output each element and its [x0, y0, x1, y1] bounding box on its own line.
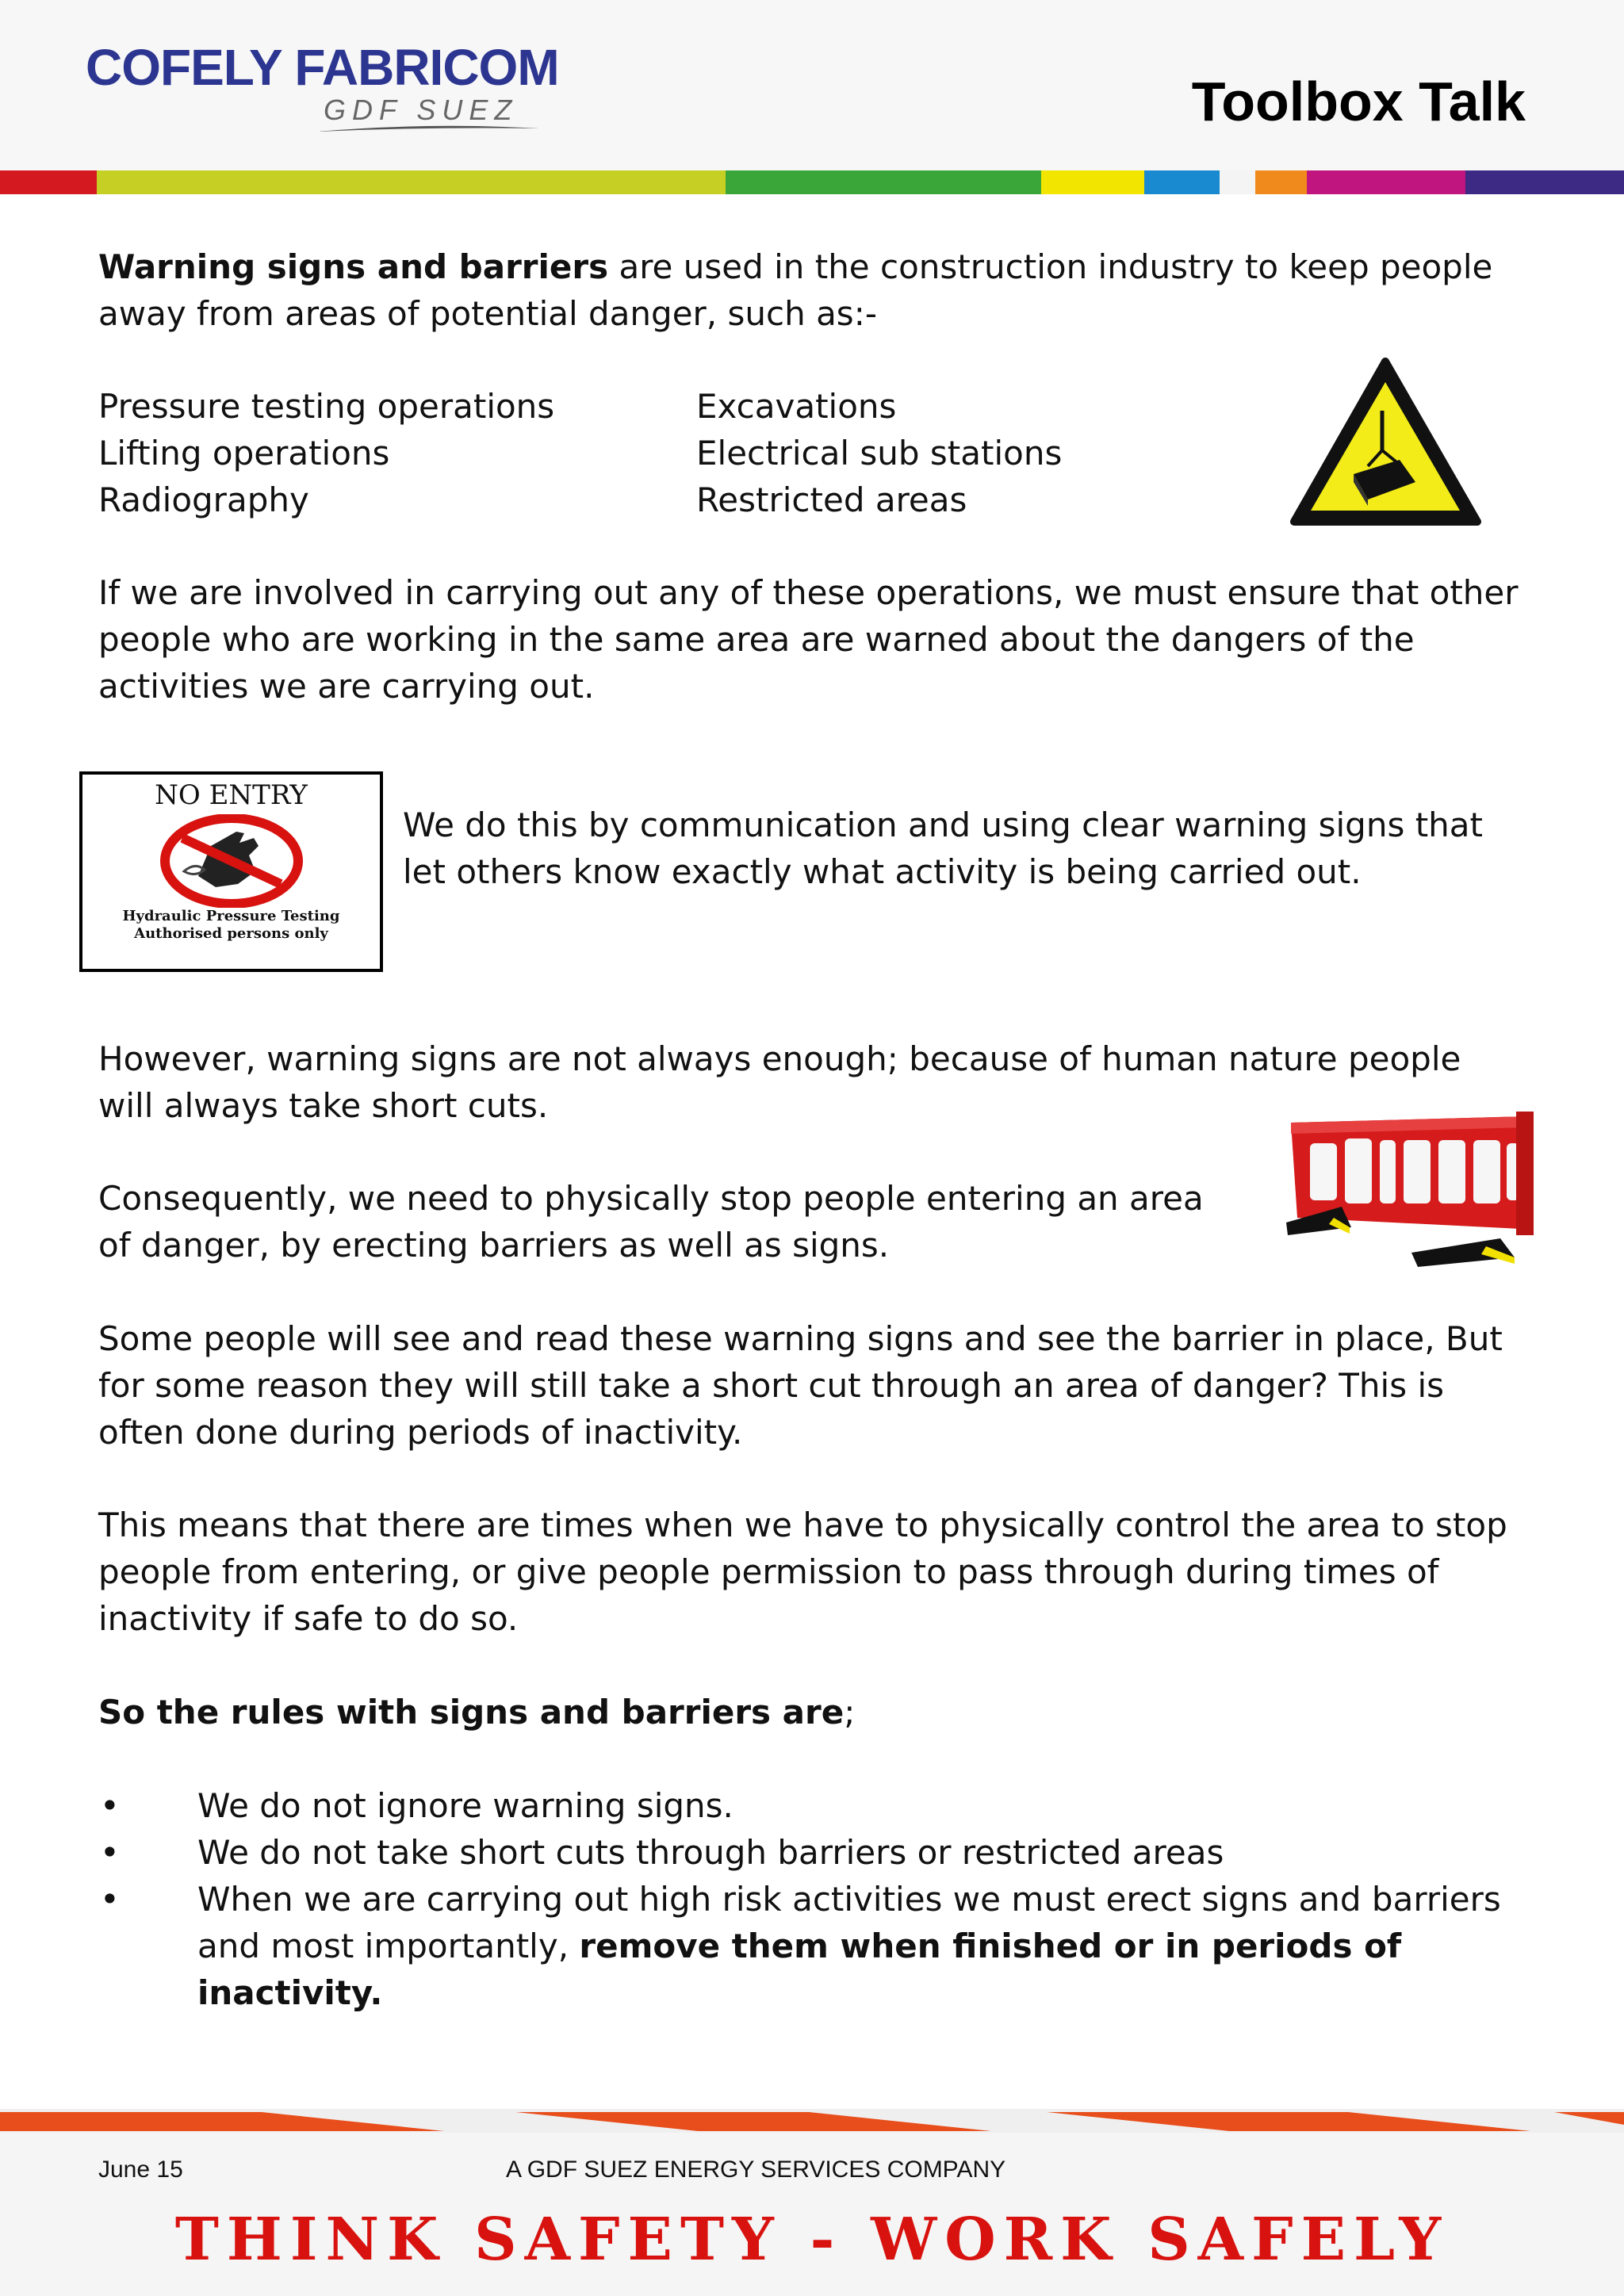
sign-title: NO ENTRY: [155, 779, 308, 811]
no-entry-hand-icon: [160, 814, 303, 908]
hazard-triangle-icon: [1289, 355, 1483, 528]
list-item: [98, 1876, 1526, 2016]
color-bar-segment: [1144, 170, 1220, 194]
paragraph-consequently: Consequently, we need to physically stop people entering an area of danger, by erecting barriers as well as signs.: [98, 1179, 1204, 1265]
safety-slogan: THINK SAFETY - WORK SAFELY: [174, 2206, 1450, 2274]
intro-bold: Warning signs and barriers: [98, 247, 609, 286]
color-bar-segment: [1220, 170, 1255, 194]
rules-heading-bold: So the rules with signs and barriers are: [98, 1693, 845, 1732]
color-bar-segment: [1465, 170, 1624, 194]
document-title: Toolbox Talk: [1191, 71, 1526, 132]
color-bar-segment: [1307, 170, 1465, 194]
operation-item: Electrical sub stations: [696, 434, 1063, 473]
color-bar-segment: [0, 170, 97, 194]
paragraph-some-people: Some people will see and read these warning signs and see the barrier in place, But for some reason they will still take a short cut through an area of danger? This is often done during periods of inactivity.: [98, 1319, 1503, 1452]
operations-column-1: [98, 383, 653, 523]
paragraph-this-means: This means that there are times when we have to physically control the area to stop people from entering, or give people permission to pass through during times of inactivity if safe to do so.: [98, 1506, 1507, 1638]
bullet: •: [100, 1880, 120, 1919]
color-bar-segment: [946, 170, 1041, 194]
company-logo-subtitle: GDF SUEZ: [324, 94, 519, 126]
rules-heading-rest: ;: [844, 1693, 856, 1732]
color-bar-segment: [97, 170, 339, 194]
header-color-bar: [0, 170, 1624, 194]
color-bar-segment: [1041, 170, 1144, 194]
footer-stripes: [0, 2109, 1624, 2133]
sign-line-1: Hydraulic Pressure Testing: [122, 908, 340, 924]
color-bar-segment: [1255, 170, 1307, 194]
list-item-bold: remove them when finished or in periods of inactivity.: [197, 1927, 1402, 2012]
operation-item: Lifting operations: [98, 434, 390, 473]
list-item: [98, 1829, 1526, 1876]
no-entry-sign: [79, 771, 383, 972]
operation-item: Restricted areas: [696, 480, 967, 519]
operation-item: Pressure testing operations: [98, 387, 555, 426]
company-logo: COFELY FABRICOM: [86, 39, 559, 96]
sign-line-2: Authorised persons only: [134, 925, 328, 942]
paragraph-involved: If we are involved in carrying out any of these operations, we must ensure that other people who are working in the same area are warned about the dangers of the activities we are carrying out.: [98, 573, 1519, 706]
footer-date: June 15: [98, 2156, 183, 2183]
list-item-text: We do not ignore warning signs.: [197, 1786, 733, 1825]
intro-rest: are used in the construction industry to keep people away from areas of potential danger, such as:-: [98, 247, 1493, 333]
color-bar-segment: [726, 170, 946, 194]
list-item: [98, 1782, 1526, 1829]
barrier-image: [1278, 1088, 1548, 1272]
bullet: •: [100, 1786, 120, 1825]
operation-item: Radiography: [98, 480, 309, 519]
bullet: •: [100, 1833, 120, 1872]
paragraph-communication: We do this by communication and using clear warning signs that let others know exactly what activity is being carried out.: [403, 806, 1483, 891]
intro-paragraph: [98, 243, 1526, 337]
rules-heading: [98, 1689, 1526, 1735]
operations-column-2: [696, 383, 1251, 523]
operation-item: Excavations: [696, 387, 897, 426]
paragraph-however: However, warning signs are not always enough; because of human nature people will always take short cuts.: [98, 1039, 1461, 1125]
list-item-text: When we are carrying out high risk activities we must erect signs and barriers and most importantly,: [197, 1880, 1501, 1965]
list-item-text: We do not take short cuts through barriers or restricted areas: [197, 1833, 1224, 1872]
footer-company: A GDF SUEZ ENERGY SERVICES COMPANY: [506, 2156, 1006, 2183]
color-bar-segment: [339, 170, 726, 194]
rules-list: [98, 1782, 1526, 2016]
logo-swoosh: [317, 124, 539, 135]
